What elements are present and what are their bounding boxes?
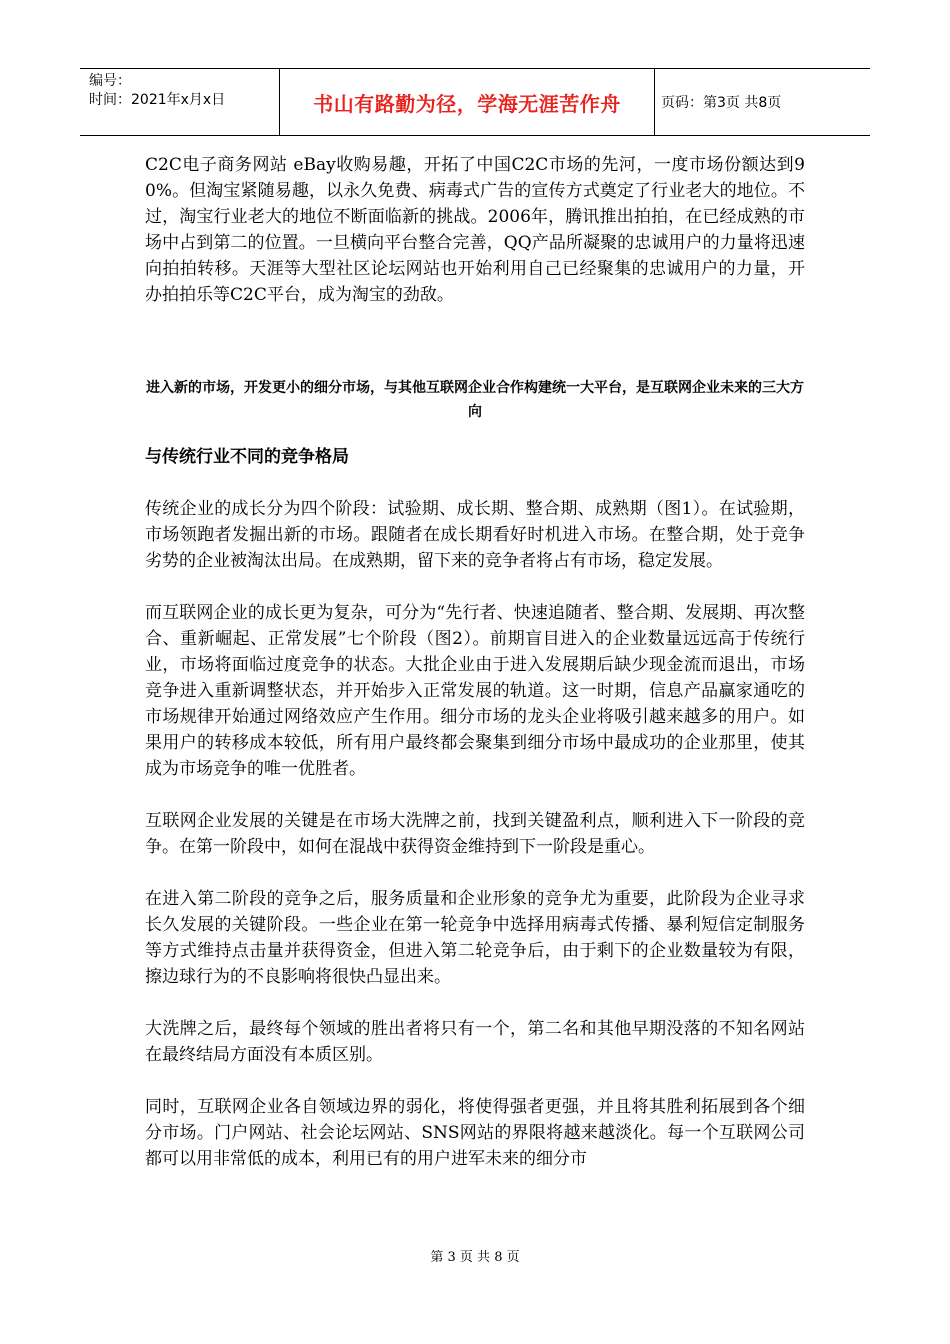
- paragraph: 传统企业的成长分为四个阶段：试验期、成长期、整合期、成熟期（图1）。在试验期，市场领跑者发掘出新的市场。跟随者在成长期看好时机进入市场。在整合期，处于竞争劣势的企业被淘汰出局。在成熟期，留下来的竞争者将占有市场，稳定发展。: [145, 499, 805, 571]
- paragraph-intro: C2C电子商务网站 eBay收购易趣，开拓了中国C2C市场的先河，一度市场份额达到90%。但淘宝紧随易趣，以永久免费、病毒式广告的宣传方式奠定了行业老大的地位。不过，淘宝行业老大的地位不断面临新的挑战。2006年，腾讯推出拍拍，在已经成熟的市场中占到第二的位置。一旦横向平台整合完善，QQ产品所凝聚的忠诚用户的力量将迅速向拍拍转移。天涯等大型社区论坛网站也开始利用自己已经聚集的忠诚用户的力量，开办拍拍乐等C2C平台，成为淘宝的劲敌。: [145, 155, 805, 305]
- header-motto: 书山有路勤为径，学海无涯苦作舟: [313, 91, 621, 116]
- header-page-cell: [655, 69, 870, 135]
- paragraph: 在进入第二阶段的竞争之后，服务质量和企业形象的竞争尤为重要，此阶段为企业寻求长久发展的关键阶段。一些企业在第一轮竞争中选择用病毒式传播、暴利短信定制服务等方式维持点击量并获得资金，但进入第二轮竞争后，由于剩下的企业数量较为有限，擦边球行为的不良影响将很快凸显出来。: [145, 889, 805, 987]
- footer-page-number: 第 3 页 共 8 页: [430, 1250, 520, 1265]
- document-number-label: 编号：: [89, 73, 131, 89]
- paragraph: 大洗牌之后，最终每个领域的胜出者将只有一个，第二名和其他早期没落的不知名网站在最终结局方面没有本质区别。: [145, 1019, 805, 1065]
- paragraph: 同时，互联网企业各自领域边界的弱化，将使得强者更强，并且将其胜利拓展到各个细分市场。门户网站、社会论坛网站、SNS网站的界限将越来越淡化。每一个互联网公司都可以用非常低的成本，利用已有的用户进军未来的细分市: [145, 1097, 805, 1169]
- sub-headline: 进入新的市场，开发更小的细分市场，与其他互联网企业合作构建统一大平台，是互联网企业未来的三大方向: [146, 380, 804, 420]
- section-heading: 与传统行业不同的竞争格局: [145, 447, 349, 467]
- page-header: [80, 68, 870, 136]
- document-body: [145, 152, 805, 1172]
- header-page-number: 页码：第3页 共8页: [661, 95, 782, 111]
- paragraph: 互联网企业发展的关键是在市场大洗牌之前，找到关键盈利点，顺利进入下一阶段的竞争。在第一阶段中，如何在混战中获得资金维持到下一阶段是重心。: [145, 811, 805, 857]
- paragraph: 而互联网企业的成长更为复杂，可分为“先行者、快速追随者、整合期、发展期、再次整合、重新崛起、正常发展”七个阶段（图2）。前期盲目进入的企业数量远远高于传统行业，市场将面临过度竞争的状态。大批企业由于进入发展期后缺少现金流而退出，市场竞争进入重新调整状态，并开始步入正常发展的轨道。这一时期，信息产品赢家通吃的市场规律开始通过网络效应产生作用。细分市场的龙头企业将吸引越来越多的用户。如果用户的转移成本较低，所有用户最终都会聚集到细分市场中最成功的企业那里，使其成为市场竞争的唯一优胜者。: [145, 603, 805, 779]
- header-meta: [80, 69, 280, 135]
- header-motto-cell: [280, 69, 655, 135]
- document-date-label: 时间：2021年x月x日: [89, 92, 226, 108]
